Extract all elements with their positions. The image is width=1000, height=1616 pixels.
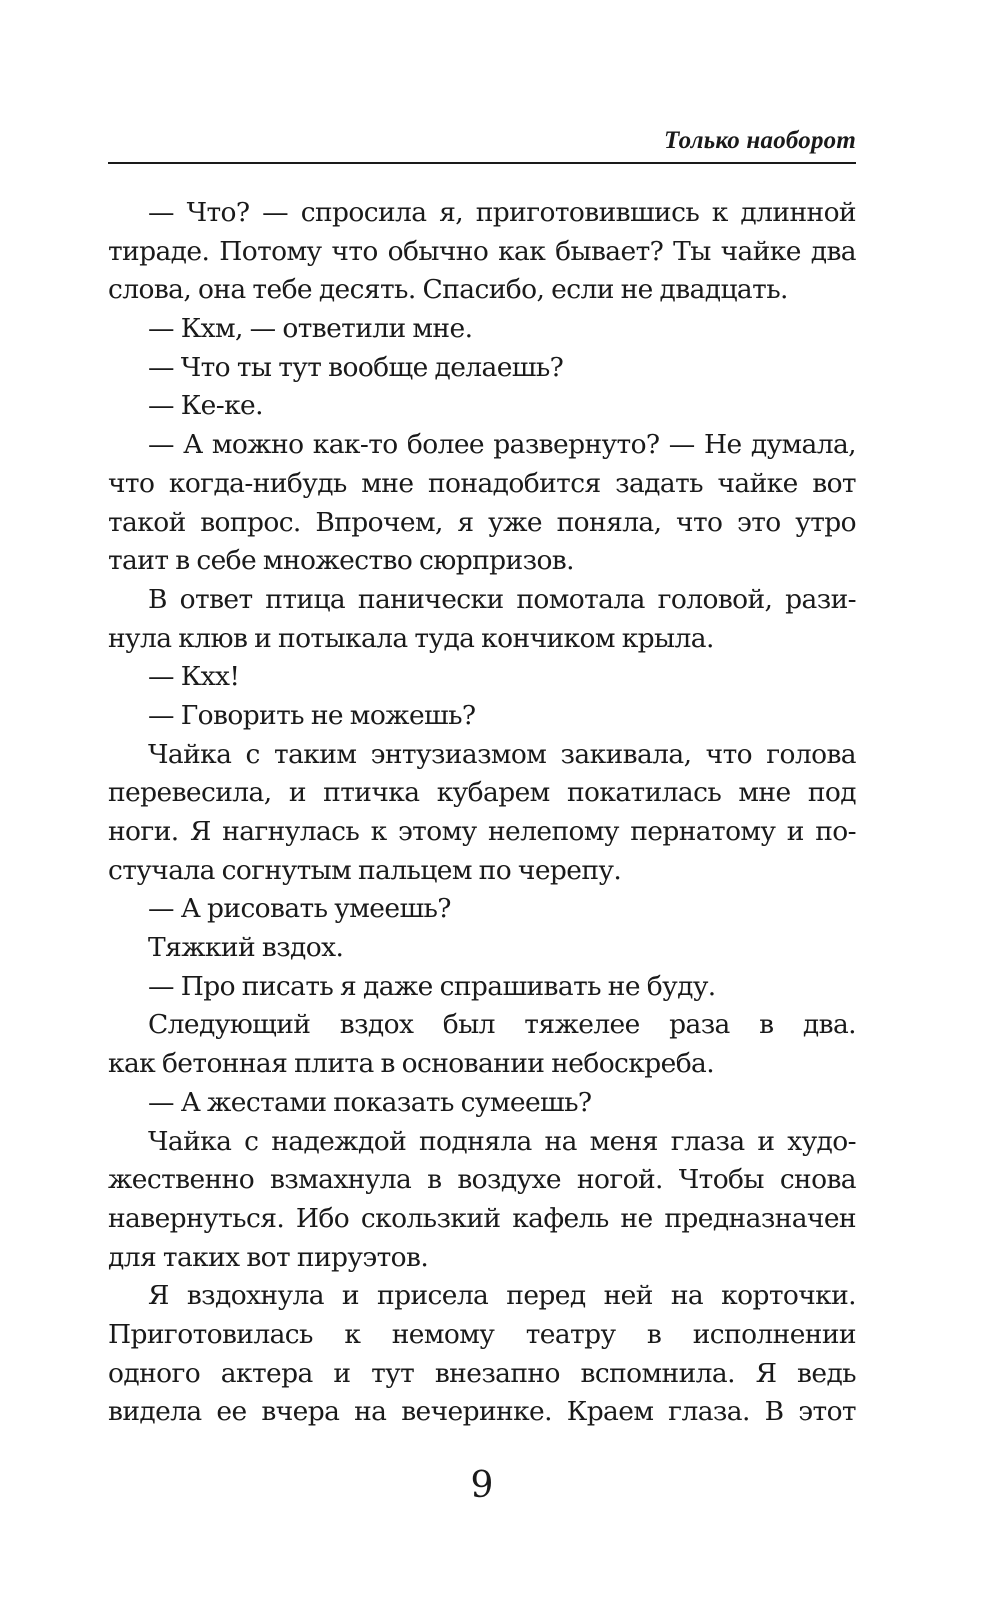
text-line: жественно взмахнула в воздухе ногой. Чтобы снова [108,1164,856,1196]
header-rule [108,162,856,164]
text-line: — А можно как-то более развернуто? — Не думала, [148,429,856,461]
text-line: слова, она тебе десять. Спасибо, если не двадцать. [108,274,788,306]
text-line: перевесила, и птичка кубарем покатилась мне под [108,777,856,809]
text-line: как бетонная плита в основании небоскреба. [108,1048,715,1080]
text-line: тираде. Потому что обычно как бывает? Ты чайке два [108,235,856,267]
text-line: Чайка с таким энтузиазмом закивала, что голова [148,738,856,770]
text-line: — Что ты тут вообще делаешь? [148,351,564,383]
text-line: — Говорить не можешь? [148,699,476,731]
text-line: Я вздохнула и присела перед ней на корточки. [148,1280,856,1312]
text-line: таит в себе множество сюрпризов. [108,545,574,577]
text-line: — А жестами показать сумеешь? [148,1086,592,1118]
text-line: навернуться. Ибо скользкий кафель не предназначен [108,1202,856,1234]
text-line: — Про писать я даже спрашивать не буду. [148,970,716,1002]
text-line: видела ее вчера на вечеринке. Краем глаза. В этот [108,1396,856,1428]
text-line: такой вопрос. Впрочем, я уже поняла, что это утро [108,506,856,538]
text-line: ноги. Я нагнулась к этому нелепому пернатому и по- [108,816,856,847]
text-line: Чайка с надеждой подняла на меня глаза и худо- [148,1125,856,1157]
text-line: — Ке-ке. [148,390,263,422]
text-line: — Что? — спросила я, приготовившись к длинной [148,197,856,228]
text-line: — Кхх! [148,661,240,693]
text-line: нула клюв и потыкала туда кончиком крыла. [108,622,714,654]
text-line: что когда-нибудь мне понадобится задать чайке вот [108,467,856,499]
page-body-text [108,194,856,1432]
text-line: В ответ птица панически помотала головой, рази- [148,583,856,615]
text-line: одного актера и тут внезапно вспомнила. Я ведь [108,1357,856,1389]
text-line: Тяжкий вздох. [148,932,344,964]
text-line: Следующий вздох был тяжелее раза в два. [148,1009,856,1041]
page-number: 9 [470,1465,494,1506]
text-line: — Кхм, — ответили мне. [148,313,473,345]
running-title: Только наоборот [664,127,856,154]
text-line: для таких вот пируэтов. [108,1241,429,1273]
text-line: стучала согнутым пальцем по черепу. [108,854,622,886]
text-line: Приготовилась к немому театру в исполнении [108,1318,856,1350]
text-line: — А рисовать умеешь? [148,893,451,925]
